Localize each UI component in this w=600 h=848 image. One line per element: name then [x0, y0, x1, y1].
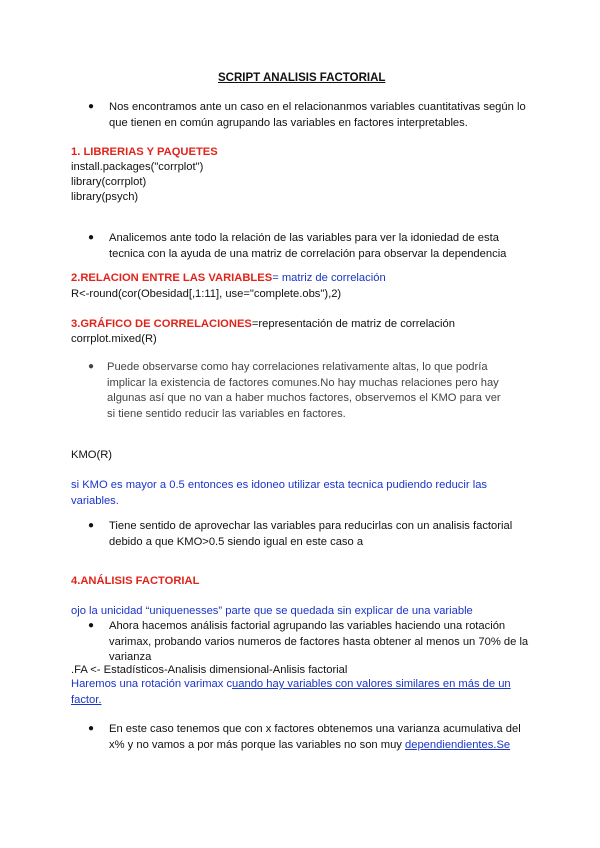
fa-menu-path: .FA <- Estadísticos-Analisis dimensional-Anlisis factorial: [71, 664, 348, 676]
kmo-code: KMO(R): [71, 449, 113, 461]
code-line: library(psych): [71, 191, 139, 203]
section2-heading-line: [71, 271, 386, 285]
final-bullet-text: En este caso tenemos que con x factores obtenemos una varianza acumulativa del x% y no vamos a por más porque las variables no son muy: [109, 723, 521, 751]
bullet-icon: ●: [88, 520, 95, 531]
section3-bullet-text: Puede observarse como hay correlaciones relativamente altas, lo que podría implicar la existencia de factores comunes.No hay muchas relaciones pero hay algunas así que no van a haber muchos factores, observemos el KMO para ver si tiene sentido reducir las variables en factores.: [107, 361, 501, 420]
section2-code: R<-round(cor(Obesidad[,1:11], use="complete.obs"),2): [71, 288, 342, 300]
bullet-icon: ●: [88, 620, 95, 631]
section3-code: corrplot.mixed(R): [71, 333, 157, 345]
kmo-bullet-text: Tiene sentido de aprovechar las variables para reducirlas con un analisis factorial debido a que KMO>0.5 siendo igual en este caso a: [109, 520, 513, 548]
section2-heading-suffix: = matriz de correlación: [272, 272, 386, 284]
section4-bullet-text: Ahora hacemos análisis factorial agrupando las variables haciendo una rotación varimax, probando varios numeros de factores hasta obtener al menos un 70% de la varianza: [109, 620, 529, 663]
bullet-icon: ●: [88, 232, 95, 243]
intro-bullet-text: Nos encontramos ante un caso en el relacionanmos variables cuantitativas según lo que tienen en común agrupando las variables en factores interpretables.: [109, 101, 526, 129]
section4-heading: 4.ANÁLISIS FACTORIAL: [71, 575, 200, 587]
uniqueness-note: ojo la unicidad “uniquenesses” parte que se quedada sin explicar de una variable: [71, 605, 473, 617]
section2-heading: 2.RELACION ENTRE LAS VARIABLES: [71, 272, 273, 284]
section1-heading: 1. LIBRERIAS Y PAQUETES: [71, 146, 218, 158]
section3-heading-line: [71, 317, 455, 331]
final-bullet: [109, 722, 529, 753]
code-line: library(corrplot): [71, 176, 147, 188]
bullet-icon: ●: [88, 101, 95, 112]
bullet-icon: ●: [88, 723, 95, 734]
section3-heading-suffix: =representación de matriz de correlación: [251, 318, 455, 330]
bullet-icon: ●: [88, 361, 95, 372]
kmo-note: si KMO es mayor a 0.5 entonces es idoneo utilizar esta tecnica pudiendo reducir las variables.: [71, 479, 488, 507]
rotation-note: [71, 677, 521, 708]
code-line: install.packages("corrplot"): [71, 161, 204, 173]
rotation-note-link[interactable]: uando hay variables con valores similares en más de un factor.: [71, 678, 511, 706]
section3-heading: 3.GRÁFICO DE CORRELACIONES: [71, 318, 252, 330]
document-title: SCRIPT ANALISIS FACTORIAL: [218, 72, 386, 84]
section1-bullet-text: Analicemos ante todo la relación de las variables para ver la idoniedad de esta tecnica con la ayuda de una matriz de correlación para observar la dependencia: [109, 232, 507, 260]
rotation-note-prefix: Haremos una rotación varimax c: [71, 678, 233, 690]
final-bullet-link[interactable]: dependiendientes.Se: [405, 738, 511, 751]
